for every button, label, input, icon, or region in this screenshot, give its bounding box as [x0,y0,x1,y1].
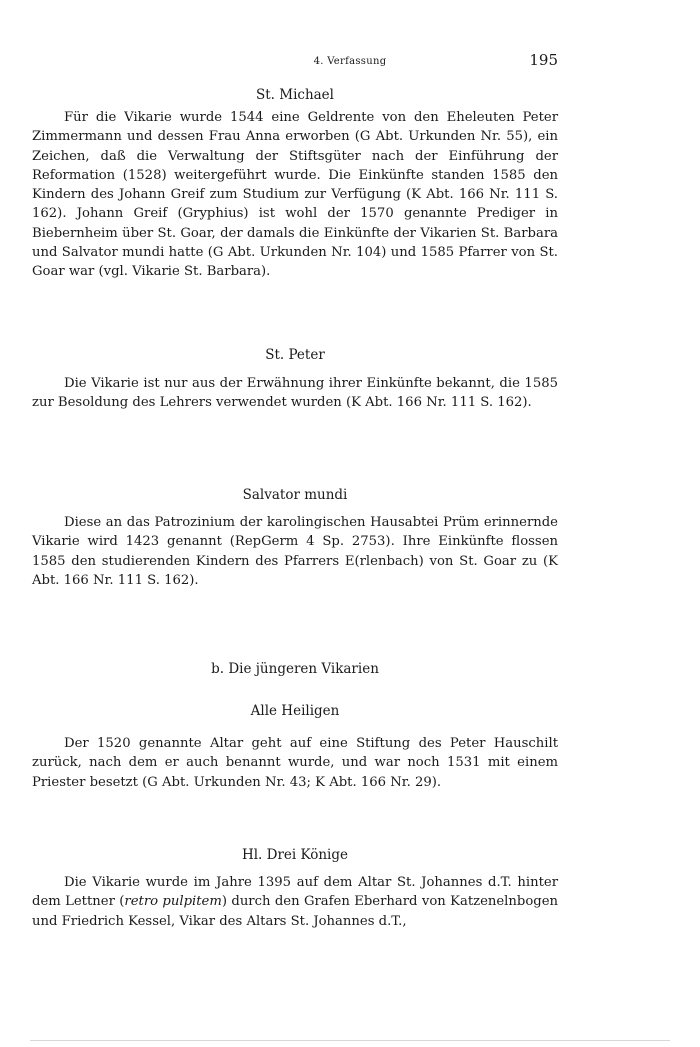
section-heading-alle-heiligen: Alle Heiligen [250,703,340,719]
section-heading-drei-koenige: Hl. Drei Könige [241,847,349,863]
section-heading-st-peter: St. Peter [265,347,325,363]
paragraph-drei-koenige [32,873,558,931]
subsection-heading-juengere-vikarien: b. Die jüngeren Vikarien [211,661,379,677]
page-number: 195 [529,51,558,69]
section-heading-salvator-mundi: Salvator mundi [242,487,348,503]
paragraph-salvator-mundi: Diese an das Patrozinium der karolingischen Hausabtei Prüm erinnernde Vikarie wird 1423 genannt (RepGerm 4 Sp. 2753). Ihre Einkünfte flossen 1585 den studierenden Kindern des Pfarrers E(rlenbach) von St. Goar zu (K Abt. 166 Nr. 111 S. 162). [32,515,558,588]
running-head [0,51,700,71]
page-bottom-edge [30,1040,670,1041]
section-heading-st-michael: St. Michael [255,87,334,103]
running-title: 4. Verfassung [313,56,387,67]
paragraph-alle-heiligen: Der 1520 genannte Altar geht auf eine Stiftung des Peter Hauschilt zurück, nach dem er auch benannt wurde, und war noch 1531 mit einem Priester besetzt (G Abt. Urkunden Nr. 43; K Abt. 166 Nr. 29). [32,736,558,790]
paragraph-drei-koenige-italic: retro pulpitem [124,894,222,910]
paragraph-st-michael: Für die Vikarie wurde 1544 eine Geldrente von den Eheleuten Peter Zimmermann und dessen Frau Anna erworben (G Abt. Urkunden Nr. 55), ein Zeichen, daß die Verwaltung der Stiftsgüter nach der Einführung der Reformation (1528) weitergeführt wurde. Die Einkünfte standen 1585 den Kindern des Johann Greif zum Studium zur Verfügung (K Abt. 166 Nr. 111 S. 162). Johann Greif (Gryphius) ist wohl der 1570 genannte Prediger in Biebernheim über St. Goar, der damals die Einkünfte der Vikarien St. Barbara und Salvator mundi hatte (G Abt. Urkunden Nr. 104) und 1585 Pfarrer von St. Goar war (vgl. Vikarie St. Barbara). [32,110,558,280]
paragraph-drei-koenige-text-2: ) durch den Grafen Eberhard von Katzenelnbogen und Friedrich Kessel, Vikar des Altars St. Johannes d.T., [32,894,559,929]
paragraph-drei-koenige-text-1: Die Vikarie wurde im Jahre 1395 auf dem Altar St. Johannes d.T. hinter dem Lettner ( [32,875,558,910]
paragraph-st-peter: Die Vikarie ist nur aus der Erwähnung ihrer Einkünfte bekannt, die 1585 zur Besoldung des Lehrers verwendet wurden (K Abt. 166 Nr. 111 S. 162). [32,376,558,411]
